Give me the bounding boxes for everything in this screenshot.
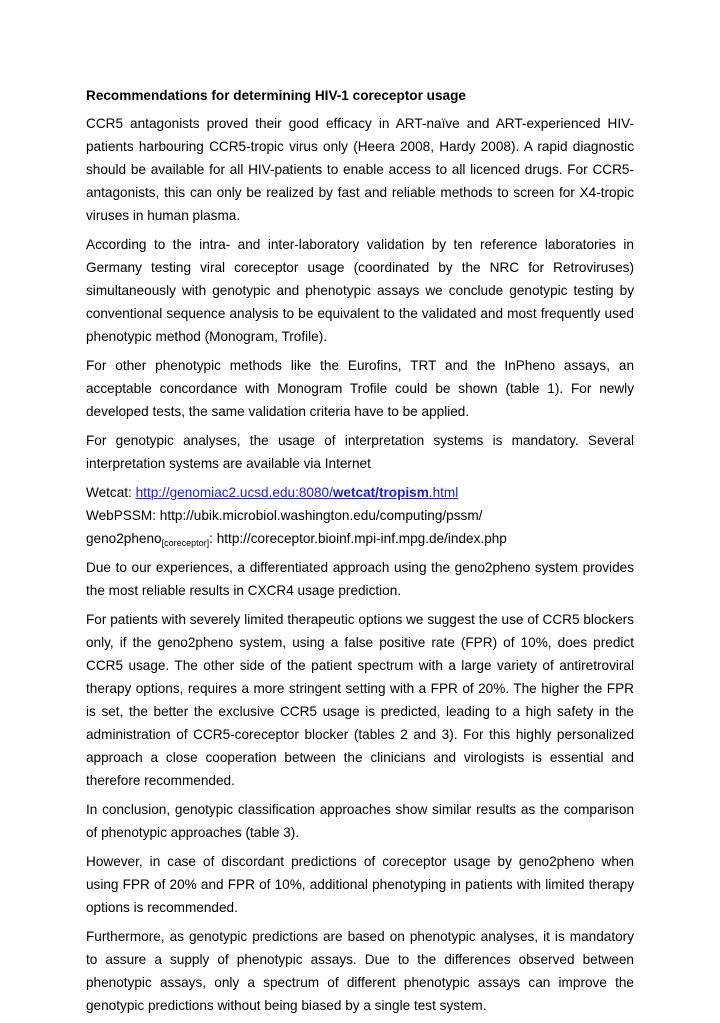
geno2pheno-url: http://coreceptor.bioinf.mpi-inf.mpg.de/index.php <box>216 531 507 546</box>
wetcat-link-suffix: .html <box>428 485 459 500</box>
geno2pheno-line <box>86 527 634 550</box>
interpretation-systems-list <box>86 481 634 550</box>
paragraph-conclusion: In conclusion, genotypic classification approaches show similar results as the comparison of phenotypic approaches (table 3). <box>86 802 634 840</box>
wetcat-line <box>86 481 634 504</box>
wetcat-link-bold: wetcat/tropism <box>332 485 429 500</box>
wetcat-label: Wetcat: <box>86 485 136 500</box>
webpssm-line <box>86 504 634 527</box>
paragraph-discordant-predictions: However, in case of discordant predictions of coreceptor usage by geno2pheno when using FPR of 20% and FPR of 10%, additional phenotyping in patients with limited therapy options is recommended. <box>86 854 634 915</box>
paragraph-genotypic-analyses: For genotypic analyses, the usage of interpretation systems is mandatory. Several interpretation systems are available via Internet <box>86 433 634 471</box>
document-body <box>86 84 634 1023</box>
paragraph-experience: Due to our experiences, a differentiated approach using the geno2pheno system provides the most reliable results in CXCR4 usage prediction. <box>86 560 634 598</box>
paragraph-ccr5-antagonists: CCR5 antagonists proved their good efficacy in ART-naïve and ART-experienced HIV-patients harbouring CCR5-tropic virus only (Heera 2008, Hardy 2008). A rapid diagnostic should be available for all HIV-patients to enable access to all licenced drugs. For CCR5-antagonists, this can only be realized by fast and reliable methods to screen for X4-tropic viruses in human plasma. <box>86 116 634 223</box>
paragraph-patient-options: For patients with severely limited therapeutic options we suggest the use of CCR5 blockers only, if the geno2pheno system, using a false positive rate (FPR) of 10%, does predict CCR5 usage. The other side of the patient spectrum with a large variety of antiretroviral therapy options, requires a more stringent setting with a FPR of 20%. The higher the FPR is set, the better the exclusive CCR5 usage is predicted, leading to a high safety in the administration of CCR5-coreceptor blocker (tables 2 and 3). For this highly personalized approach a close cooperation between the clinicians and virologists is essential and therefore recommended. <box>86 612 634 788</box>
paragraph-validation: According to the intra- and inter-laboratory validation by ten reference laboratories in Germany testing viral coreceptor usage (coordinated by the NRC for Retroviruses) simultaneously with genotypic and phenotypic assays we conclude genotypic testing by conventional sequence analysis to be equivalent to the validated and most frequently used phenotypic method (Monogram, Trofile). <box>86 237 634 344</box>
webpssm-label: WebPSSM: <box>86 508 160 523</box>
document-title: Recommendations for determining HIV-1 coreceptor usage <box>86 88 466 103</box>
geno2pheno-separator: : <box>209 531 217 546</box>
geno2pheno-label: geno2pheno <box>86 531 162 546</box>
wetcat-link[interactable] <box>136 485 459 500</box>
paragraph-phenotypic-supply: Furthermore, as genotypic predictions are based on phenotypic analyses, it is mandatory to assure a supply of phenotypic assays. Due to the differences observed between phenotypic assays, only a spectrum of different phenotypic assays can improve the genotypic predictions without being biased by a single test system. <box>86 929 634 1013</box>
paragraph-phenotypic-methods: For other phenotypic methods like the Eurofins, TRT and the InPheno assays, an acceptable concordance with Monogram Trofile could be shown (table 1). For newly developed tests, the same validation criteria have to be applied. <box>86 358 634 419</box>
wetcat-link-prefix: http://genomiac2.ucsd.edu:8080/ <box>135 485 333 500</box>
geno2pheno-subscript: [coreceptor] <box>161 538 210 548</box>
webpssm-url: http://ubik.microbiol.washington.edu/computing/pssm/ <box>159 508 483 523</box>
